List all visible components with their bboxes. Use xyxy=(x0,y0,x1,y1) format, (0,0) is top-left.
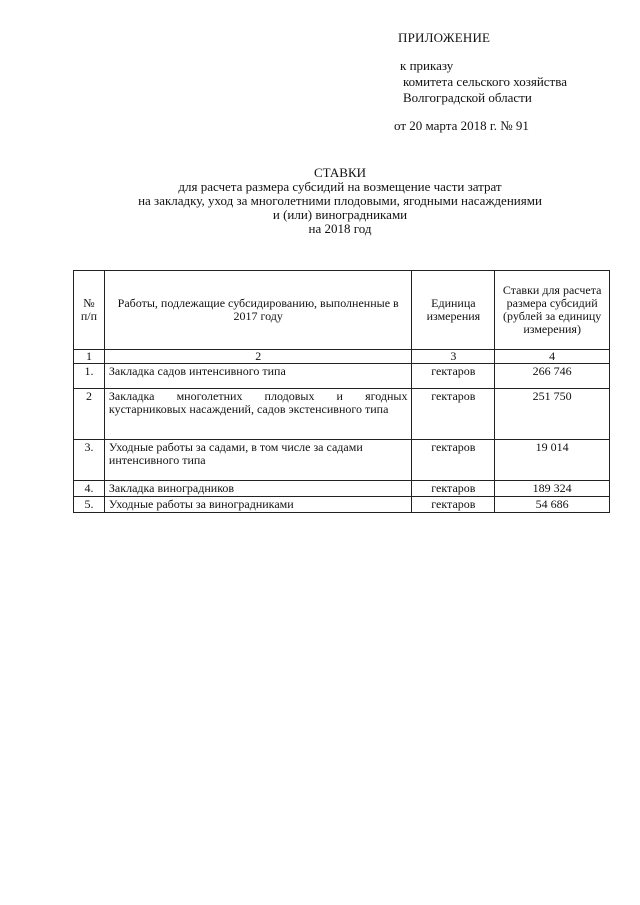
header-work: Работы, подлежащие субсидированию, выполненные в 2017 году xyxy=(104,271,412,350)
row-work: Закладка многолетних плодовых и ягодных кустарниковых насаждений, садов экстенсивного типа xyxy=(104,389,412,440)
heading-line: на закладку, уход за многолетними плодовыми, ягодными насаждениями xyxy=(138,193,542,208)
row-unit: гектаров xyxy=(412,389,495,440)
header-unit: Единица измерения xyxy=(412,271,495,350)
table-header-row xyxy=(74,271,610,350)
column-number: 3 xyxy=(412,350,495,364)
row-work: Закладка садов интенсивного типа xyxy=(104,364,412,389)
row-work: Закладка виноградников xyxy=(104,481,412,497)
table-row xyxy=(74,364,610,389)
row-rate: 19 014 xyxy=(495,440,610,481)
order-reference-line: комитета сельского хозяйства xyxy=(403,74,567,89)
column-number-row xyxy=(74,350,610,364)
column-number: 1 xyxy=(74,350,105,364)
order-date: от 20 марта 2018 г. № 91 xyxy=(394,118,529,133)
order-reference xyxy=(400,58,567,106)
heading-line: и (или) виноградниками xyxy=(272,207,408,222)
row-unit: гектаров xyxy=(412,364,495,389)
row-num: 5. xyxy=(74,497,105,513)
row-num: 2 xyxy=(74,389,105,440)
table-row xyxy=(74,481,610,497)
document-heading xyxy=(60,166,620,236)
row-rate: 189 324 xyxy=(495,481,610,497)
heading-line: на 2018 год xyxy=(308,221,372,236)
row-unit: гектаров xyxy=(412,440,495,481)
appendix-block xyxy=(394,30,567,134)
rates-table xyxy=(73,270,610,513)
column-number: 4 xyxy=(495,350,610,364)
row-num: 1. xyxy=(74,364,105,389)
order-reference-line: к приказу xyxy=(400,58,454,73)
heading-title: СТАВКИ xyxy=(313,165,367,180)
header-rate: Ставки для расчета размера субсидий (рублей за единицу измерения) xyxy=(495,271,610,350)
table-row xyxy=(74,389,610,440)
row-rate: 251 750 xyxy=(495,389,610,440)
row-num: 4. xyxy=(74,481,105,497)
row-unit: гектаров xyxy=(412,497,495,513)
order-reference-line: Волгоградской области xyxy=(403,90,532,105)
table-row xyxy=(74,497,610,513)
row-unit: гектаров xyxy=(412,481,495,497)
heading-line: для расчета размера субсидий на возмещение части затрат xyxy=(178,179,502,194)
appendix-title: ПРИЛОЖЕНИЕ xyxy=(398,30,491,45)
table-row xyxy=(74,440,610,481)
row-rate: 54 686 xyxy=(495,497,610,513)
row-work: Уходные работы за садами, в том числе за садами интенсивного типа xyxy=(104,440,412,481)
row-rate: 266 746 xyxy=(495,364,610,389)
column-number: 2 xyxy=(104,350,412,364)
row-work: Уходные работы за виноградниками xyxy=(104,497,412,513)
header-num: № п/п xyxy=(74,271,105,350)
row-num: 3. xyxy=(74,440,105,481)
